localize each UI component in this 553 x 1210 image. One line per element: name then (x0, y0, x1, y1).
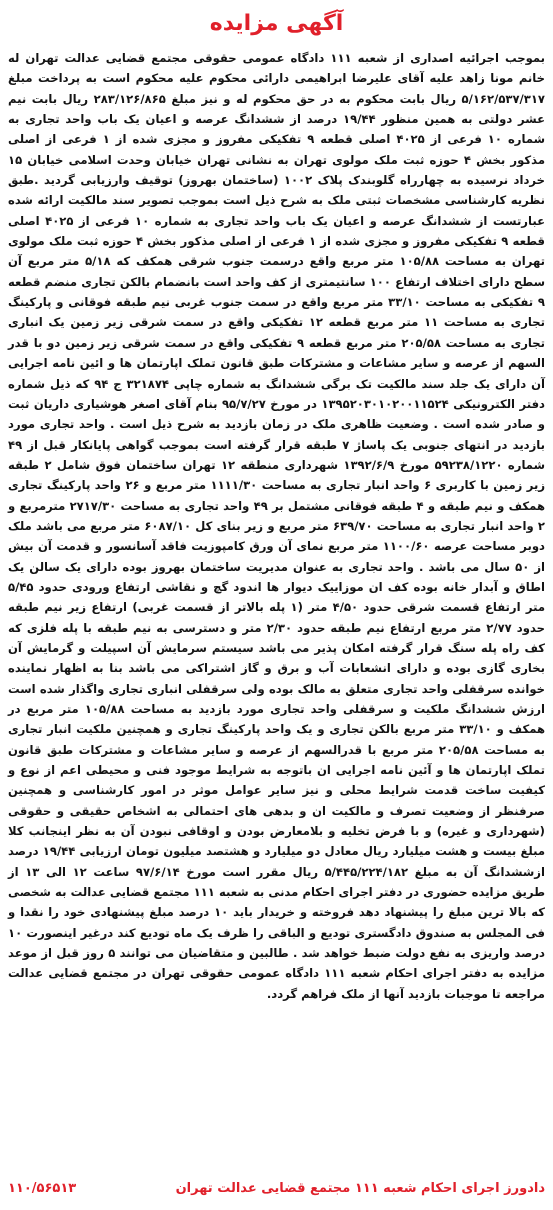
title-row (4, 0, 549, 48)
notice-title: آگهی مزایده (209, 11, 344, 36)
notice-code: ۱۱۰/۵۶۵۱۳ (8, 1180, 77, 1196)
notice-footer (0, 1166, 553, 1210)
issuer-signature: دادورز اجرای احکام شعبه ۱۱۱ مجتمع قضایی عدالت تهران (175, 1180, 545, 1196)
notice-body: بموجب اجرائیه اصداری از شعبه ۱۱۱ دادگاه عمومی حقوقی مجتمع قضایی عدالت تهران له خانم مونا زاهد علیه آقای علیرضا ابراهیمی دارائی محکوم علیه محکوم است به پرداخت مبلغ ۵/۱۶۲/۵۳۷/۳۱۷ ریال بابت محکوم به در حق محکوم له و نیز مبلغ ۲۸۳/۱۲۶/۸۶۵ ریال بابت نیم عشر دولتی به همین منظور ۱۹/۴۴ درصد از ششدانگ عرصه و اعیان یک باب واحد تجاری به شماره ۱۰ فرعی از ۴۰۲۵ اصلی قطعه ۹ تفکیکی مفروز و مجزی شده از ۱ فرعی از اصلی مذکور بخش ۴ حوزه ثبت ملک مولوی تهران به نشانی تهران خیابان وحدت اسلامی خیابان ۱۵ خرداد نرسیده به چهارراه گلوبندک پلاک ۱۰۰۲ (ساختمان بهروز) توقیف وارزیابی گردید .طبق نظریه کارشناسی مشخصات ثبتی ملک به شرح ذیل است بموجب تصویر سند مالکیت ارائه شده عبارتست از ششدانگ عرصه و اعیان یک باب واحد تجاری به شماره ۱۰ فرعی از ۴۰۲۵ اصلی قطعه ۹ تفکیکی مفروز و مجزی شده از ۱ فرعی از اصلی مذکور بخش ۴ حوزه ثبت ملک مولوی تهران به مساحت ۱۰۵/۸۸ متر مربع واقع درسمت جنوب شرقی همکف که ۵/۱۸ متر مربع آن سطح دارای اختلاف ارتفاع ۱۰۰ سانتیمتری از کف واحد است بانضمام بالکن تجاری منضم قطعه ۹ تفکیکی به مساحت ۳۳/۱۰ متر مربع واقع در سمت جنوب غربی نیم طبقه فوقانی و پارکینگ تجاری به مساحت ۱۱ متر مربع قطعه ۱۲ تفکیکی واقع در سمت شرقی زیر زمین یک انباری تجاری به مساحت ۲۰۵/۵۸ متر مربع قطعه ۹ تفکیکی واقع در سمت شرقی زیر زمین دو با قدر السهم از عرصه و سایر مشاعات و مشترکات طبق قانون تملک اپارتمان ها و ائین نامه اجرایی آن دارای یک جلد سند مالکیت تک برگی ششدانگ به شماره چاپی ۳۲۱۸۷۴ ج ۹۴ که ذیل شماره دفتر الکترونیکی ۱۳۹۵۲۰۳۰۱۰۲۰۰۱۱۵۲۴ در مورخ ۹۵/۷/۲۷ بنام آقای اصغر هوشیاری داریان ثبت و صادر شده است . وضعیت ظاهری ملک در زمان بازدید به شرح ذیل است . واحد تجاری مورد بازدید در انتهای جنوبی یک پاساژ ۷ طبقه قرار گرفته است بموجب گواهی پایانکار قبل از ۴۹ شماره ۵۹۲۳۸/۱۲۲۰ مورخ ۱۳۹۲/۶/۹ شهرداری منطقه ۱۲ تهران ساختمان فوق شامل ۲ طبقه زیر زمین با کاربری ۶ واحد انبار تجاری به مساحت ۱۱۱۱/۳۰ متر مربع و ۲۶ واحد پارکینگ تجاری همکف و نیم طبقه و ۴ طبقه فوقانی مشتمل بر ۴۹ واحد تجاری به مساحت ۲۷۱۷/۳۰ مترمربع و ۲ واحد انبار تجاری به مساحت ۶۳۹/۷۰ متر مربع و زیر بنای کل ۶۰۸۷/۱۰ متر مربع می باشد ملک دوبر مساحت عرصه ۱۱۰۰/۶۰ متر مربع نمای آن ورق کامپوزیت فاقد آسانسور و قدمت آن بیش از ۵۰ سال می باشد . واحد تجاری به عنوان مدیریت ساختمان بهروز بوده دارای یک سالن یک اطاق و آبدار خانه بوده کف ان موزاییک دیوار ها اندود گچ و نقاشی ارتفاع ورودی حدود ۵/۴۵ متر ارتفاع قسمت شرقی حدود ۴/۵۰ متر (۱ پله بالاتر از قسمت غربی) ارتفاع زیر نیم طبقه حدود ۲/۷۷ متر مربع ارتفاع نیم طبقه حدود ۲/۳۰ متر و دسترسی به نیم طبقه با پله فلزی که کف راه پله سنگ قرار گرفته امکان پذیر می باشد سیستم سرمایش آن اسپیلت و گرمایش آن بخاری گازی بوده و دارای انشعابات آب و برق و گاز اشتراکی می باشد بنا به اظهار نماینده خوانده سرقفلی واحد تجاری متعلق به مالک بوده ولی سرقفلی انباری تجاری واگذار شده است ارزش ششدانگ ملکیت و سرقفلی واحد تجاری مورد بازدید به مساحت ۱۰۵/۸۸ متر مربع در همکف و ۳۳/۱۰ متر مربع بالکن تجاری و یک واحد پارکینگ تجاری و همچنین ملکیت انبار تجاری به مساحت ۲۰۵/۵۸ متر مربع با قدرالسهم از عرصه و سایر مشاعات و مشترکات طبق قانون تملک اپارتمان ها و آئین نامه اجرایی ان باتوجه به شرایط موجود فنی و محیطی اعم از نوع و کیفیت ساخت قدمت شرایط محلی و نیز سایر عوامل موثر در امور کارشناسی و همچنین صرفنظر از وضعیت تصرف و مالکیت ان و بدهی های احتمالی به اشخاص حقیقی و حقوقی (شهرداری و غیره) و با فرض تخلیه و بلامعارض بودن و اوقافی نبودن آن به نظر اینجانب کلا مبلغ بیست و هشت میلیارد ریال معادل دو میلیارد و هشتصد میلیون تومان ارزیابی ۱۹/۴۴ درصد ازششدانگ آن به مبلغ ۵/۴۴۵/۲۲۴/۱۸۲ ریال مقرر است مورخ ۹۷/۶/۱۴ ساعت ۱۲ الی ۱۳ از طریق مزایده حضوری در دفتر اجرای احکام مدنی به شعبه ۱۱۱ مجتمع قضایی عدالت به شخصی که بالا ترین مبلغ را پیشنهاد دهد فروخته و خریدار باید ۱۰ درصد مبلغ پیشنهادی خود را نقدا و فی المجلس به صندوق دادگستری تودیع و الباقی را ظرف یک ماه تودیع کند درغیر اینصورت ۱۰ درصد واریزی به نفع دولت ضبط خواهد شد . طالبین و متقاضیان می توانند ۵ روز قبل از موعد مزایده به دفتر اجرای احکام شعبه ۱۱۱ دادگاه عمومی حقوقی تهران در مجتمع قضایی عدالت مراجعه تا موجبات بازدید آنها از ملک فراهم گردد. (8, 51, 546, 1001)
